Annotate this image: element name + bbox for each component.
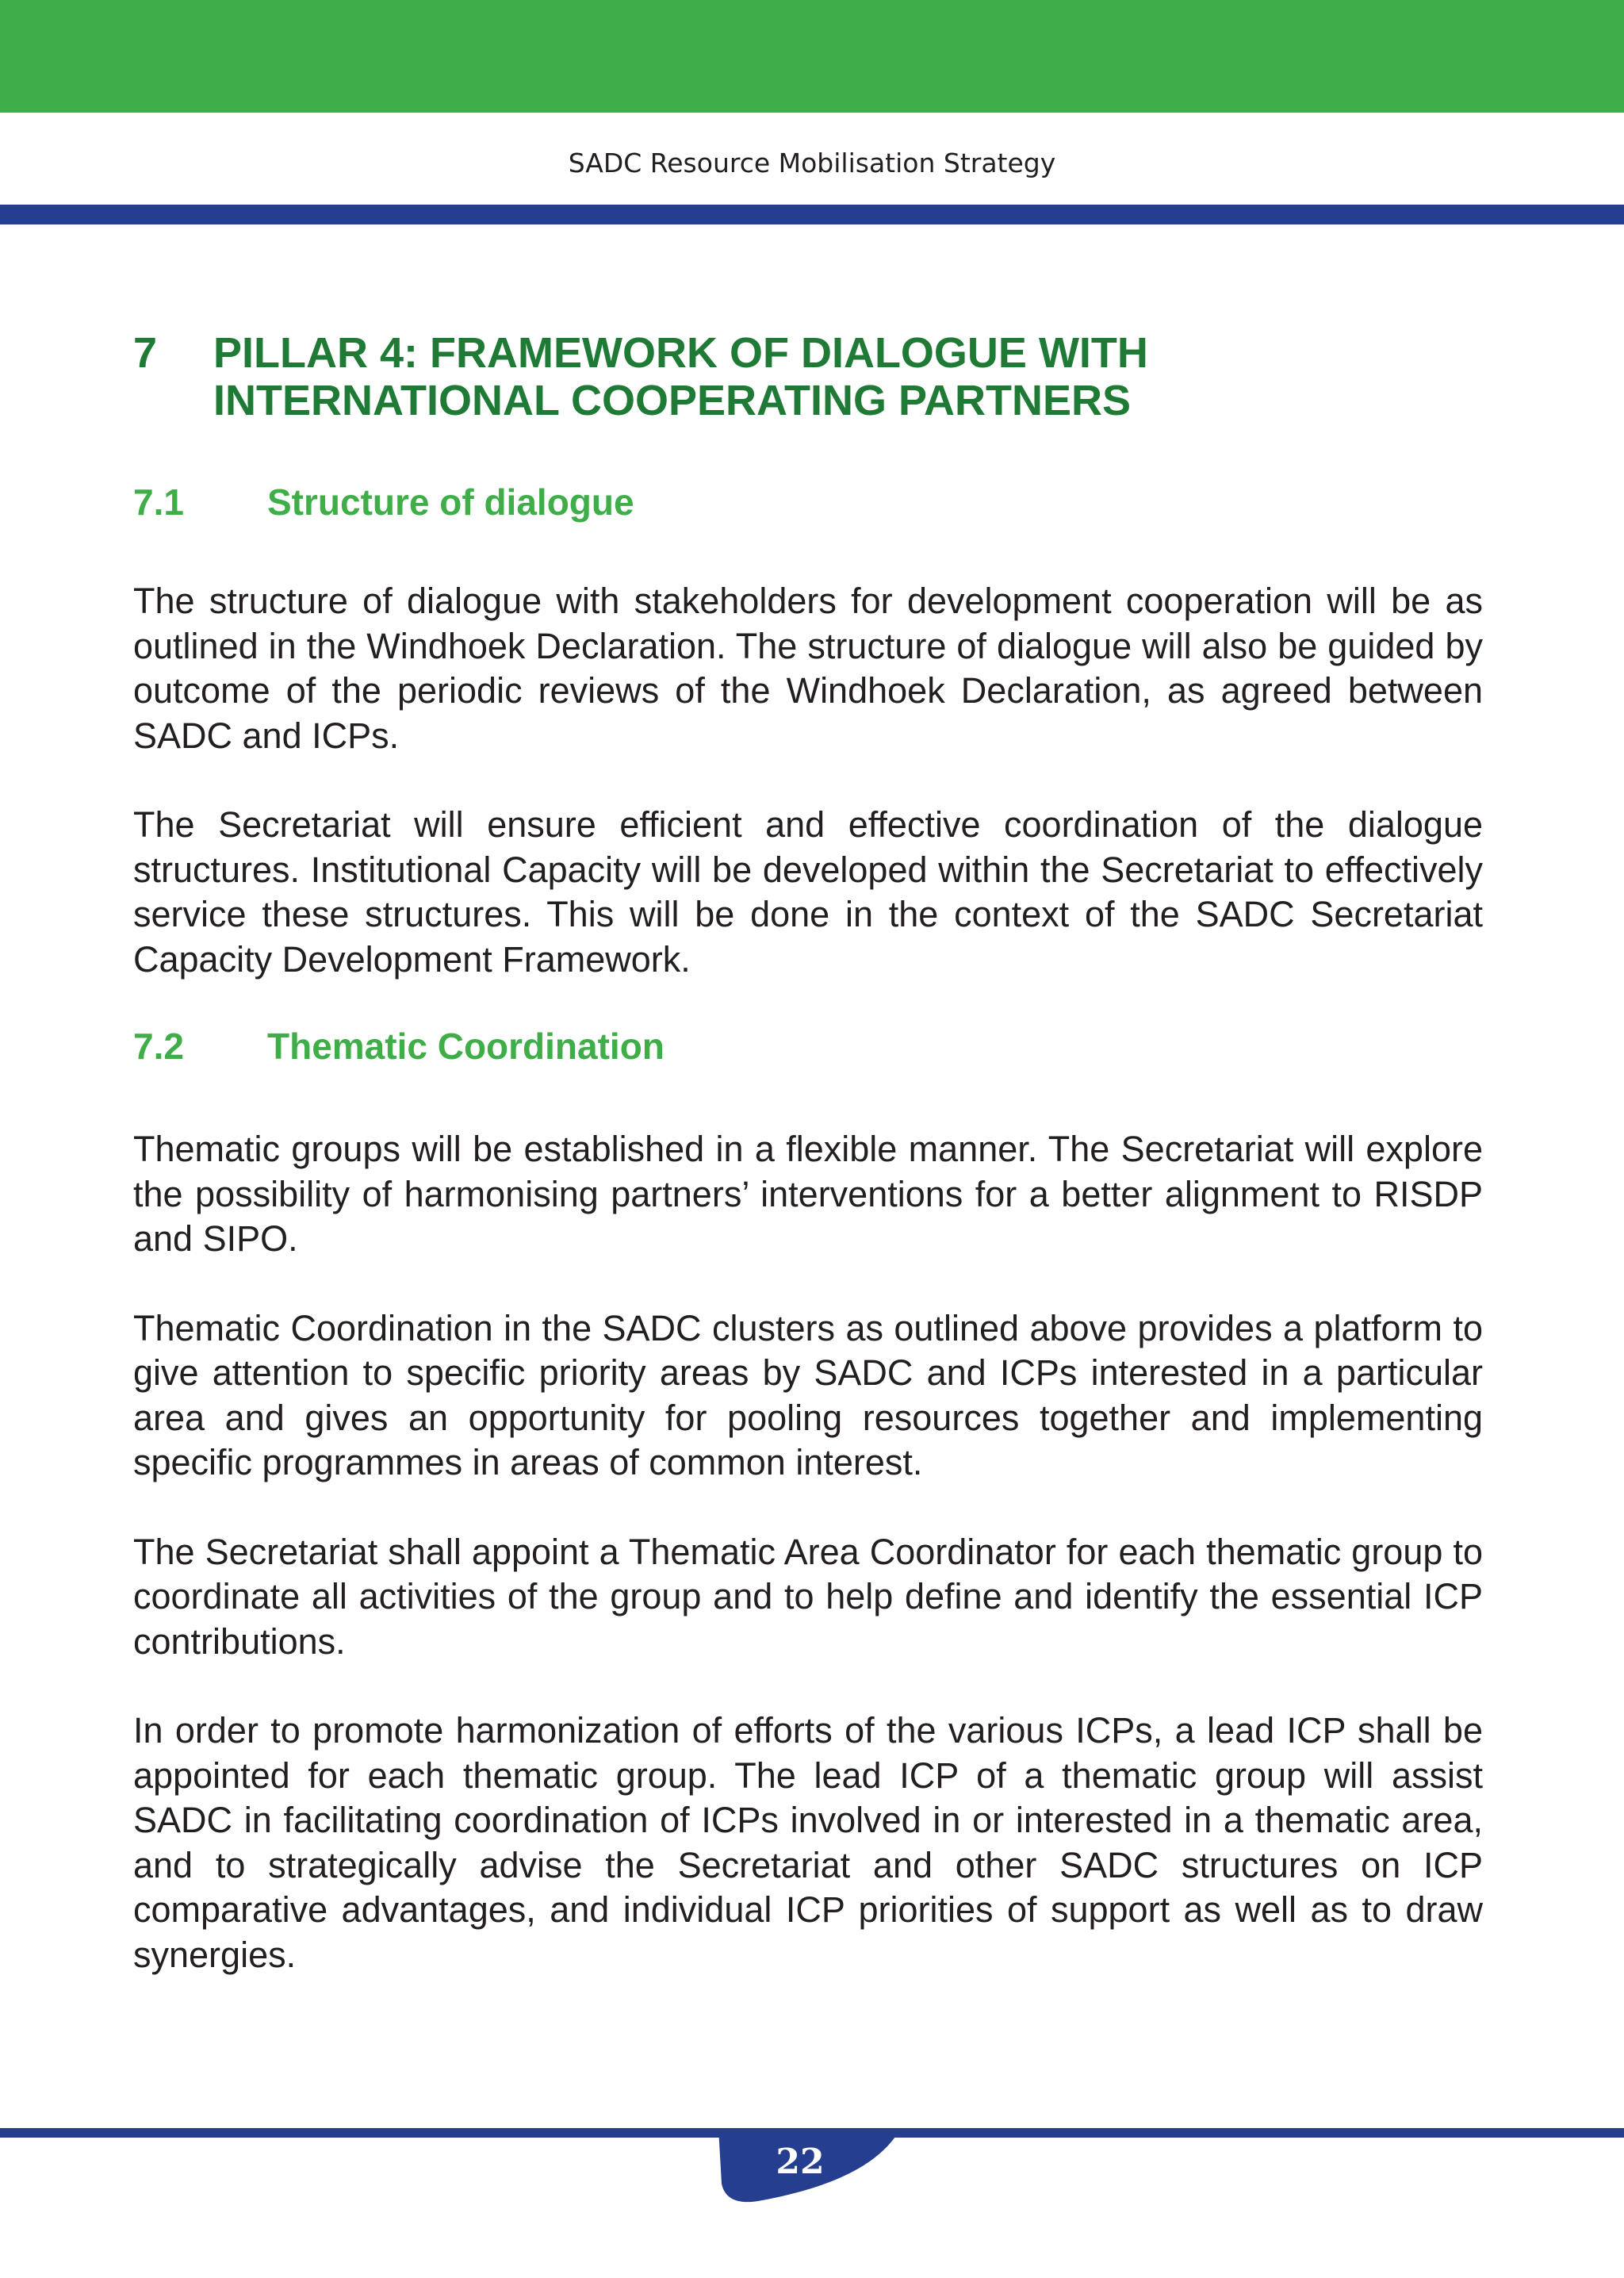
subsection-title: Thematic Coordination (267, 1026, 665, 1067)
paragraph: The Secretariat shall appoint a Thematic Area Coordinator for each thematic group to coordinate all activities of the group and to help define and identify the essential ICP contributions. (133, 1531, 1483, 1662)
section-heading (133, 329, 1483, 424)
paragraph: Thematic Coordination in the SADC clusters as outlined above provides a platform to give attention to specific priority areas by SADC and ICPs interested in a particular area and gives an opportunity for pooling resources together and implementing specific programmes in areas of common interest. (133, 1307, 1483, 1482)
subsection-heading-7-1 (133, 480, 1483, 524)
subsection-number: 7.2 (133, 1026, 184, 1067)
page-content (133, 329, 1483, 1977)
header-band (0, 0, 1624, 113)
subsection-title: Structure of dialogue (267, 481, 634, 523)
page-number: 22 (776, 2142, 825, 2182)
section-title: PILLAR 4: FRAMEWORK OF DIALOGUE WITH INTERNATIONAL COOPERATING PARTNERS (213, 329, 1148, 424)
header-rule (0, 205, 1624, 224)
subsection-number: 7.1 (133, 481, 184, 523)
subsection-heading-7-2 (133, 1024, 1483, 1068)
paragraph: In order to promote harmonization of efforts of the various ICPs, a lead ICP shall be appointed for each thematic group. The lead ICP of a thematic group will assist SADC in facilitating coordination of ICPs involved in or interested in a thematic area, and to strategically advise the Secretariat and other SADC structures on ICP comparative advantages, and individual ICP priorities of support as well as to draw synergies. (133, 1710, 1483, 1975)
running-header: SADC Resource Mobilisation Strategy (568, 148, 1056, 178)
paragraph: The Secretariat will ensure efficient and effective coordination of the dialogue structures. Institutional Capacity will be developed within the Secretariat to effectively service these structures. This will be done in the context of the SADC Secretariat Capacity Development Framework. (133, 804, 1483, 980)
section-number: 7 (133, 329, 158, 377)
paragraph: The structure of dialogue with stakeholders for development cooperation will be as outlined in the Windhoek Declaration. The structure of dialogue will also be guided by outcome of the periodic reviews of the Windhoek Declaration, as agreed between SADC and ICPs. (133, 581, 1483, 756)
paragraph: Thematic groups will be established in a flexible manner. The Secretariat will explore the possibility of harmonising partners’ interventions for a better alignment to RISDP and SIPO. (133, 1129, 1483, 1259)
